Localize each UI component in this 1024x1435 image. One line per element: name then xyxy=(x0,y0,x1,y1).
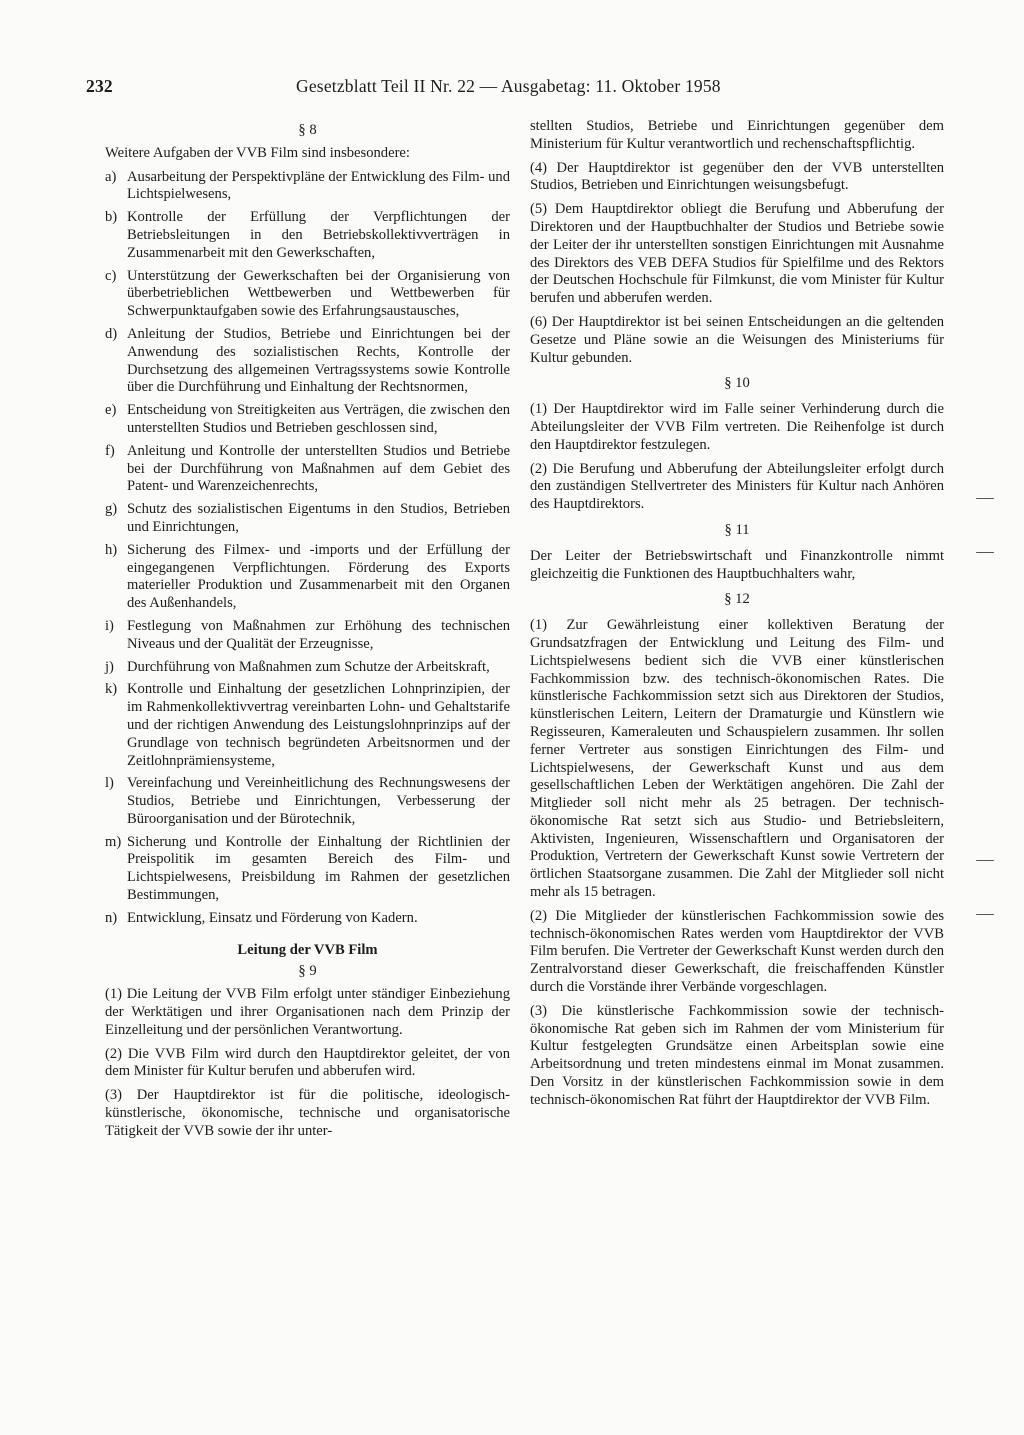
list-item xyxy=(105,443,510,496)
list-item-text: Anleitung der Studios, Betriebe und Einrichtungen bei der Anwendung des sozialistischen Rechts, Kontrolle der Durchsetzung des allgemeinen Vertragssystems sowie Kontrolle über die Durchführung und Einhaltung der Rechtsnormen, xyxy=(127,325,510,396)
list-item-text: Vereinfachung und Vereinheitlichung des Rechnungswesens der Studios, Betriebe und Einrichtungen, Verbesserung der Büroorganisation und der Bürotechnik, xyxy=(127,775,510,827)
paragraph: (1) Zur Gewährleistung einer kollektiven Beratung der Grundsatzfragen der Entwicklung und Leitung des Film- und Lichtspielwesens bedient sich die VVB einer künstlerischen Fachkommission bzw. des technisch-ökonomischen Rates. Die künstlerische Fachkommission setzt sich aus Direktoren der Studios, künstlerischen Leitern, Leitern der Dramaturgie und Künstlern wie Regisseuren, Kameraleuten und Schauspielern zusammen. Ihr sollen ferner Vertreter aus sonstigen Einrichtungen des Film- und Lichtspielwesens, der Gewerkschaft Kunst und aus dem gesellschaftlichen Leben der Werktätigen angehören. Die Zahl der Mitglieder soll nicht mehr als 25 betragen. Der technisch-ökonomische Rat setzt sich aus Studio- und Betriebsleitern, Aktivisten, Ingenieuren, Wissenschaftlern und Organisatoren der Produktion, Vertretern der Gewerkschaft Kunst sowie Vertretern der örtlichen Staatsorgane zusammen. Die Zahl der Mitglieder soll nicht mehr als 15 betragen. xyxy=(530,617,944,901)
list-item-text: Entwicklung, Einsatz und Förderung von Kadern. xyxy=(127,909,418,926)
list-item xyxy=(105,326,510,397)
list-item-text: Kontrolle der Erfüllung der Verpflichtungen der Betriebsleitungen in den Betriebskollektivverträgen in Zusammenarbeit mit den Gewerkschaften, xyxy=(127,209,510,261)
list-item xyxy=(105,169,510,205)
list-item xyxy=(105,501,510,537)
list-marker: k) xyxy=(105,681,118,698)
margin-line-mark xyxy=(976,552,994,553)
list-item xyxy=(105,542,510,613)
running-title: Gesetzblatt Teil II Nr. 22 — Ausgabetag: 11. Oktober 1958 xyxy=(296,76,721,96)
list-marker: h) xyxy=(105,541,118,558)
list-marker: m) xyxy=(105,833,122,850)
list-item-text: Schutz des sozialistischen Eigentums in den Studios, Betrieben und Einrichtungen, xyxy=(127,501,510,535)
paragraph: (3) Der Hauptdirektor ist für die politische, ideologisch-künstlerische, ökonomische, technische und organisatorische Tätigkeit der VVB sowie der ihr unter- xyxy=(105,1087,510,1139)
list-marker: b) xyxy=(105,209,118,226)
list-item-text: Kontrolle und Einhaltung der gesetzlichen Lohnprinzipien, der im Rahmenkollektivvertrag vereinbarten Lohn- und Gehaltstarife und der richtigen Anwendung des Leistungslohnprinzips auf der Grundlage von technisch begründeten Arbeitsnormen und der Zeitlohnprämiensysteme, xyxy=(127,681,510,769)
list-marker: e) xyxy=(105,402,117,419)
paragraph: (3) Die künstlerische Fachkommission sowie der technisch-ökonomische Rat geben sich im Rahmen der vom Ministerium für Kultur festgelegten Grundsätze einen Arbeitsplan sowie eine Arbeitsordnung und treten mindestens einmal im Monat zusammen. Den Vorsitz in der künstlerischen Fachkommission sowie in dem technisch-ökonomischen Rat führt der Hauptdirektor der VVB Film. xyxy=(530,1002,944,1108)
list-item-text: Sicherung des Filmex- und -imports und der Erfüllung der eingegangenen Verpflichtungen. Förderung des Exports materieller Produktion und Zusammenarbeit mit den Organen des Außenhandels, xyxy=(127,541,510,612)
paragraph-continuation: stellten Studios, Betriebe und Einrichtungen gegenüber dem Ministerium für Kultur verantwortlich und rechenschaftspflichtig. xyxy=(530,118,944,152)
list-item xyxy=(105,402,510,438)
list-marker: n) xyxy=(105,909,118,926)
paragraph-intro: Weitere Aufgaben der VVB Film sind insbesondere: xyxy=(105,144,410,161)
paragraph: (6) Der Hauptdirektor ist bei seinen Entscheidungen an die geltenden Gesetze und Pläne sowie an die Weisungen des Ministeriums für Kultur gebunden. xyxy=(530,313,944,366)
margin-line-mark xyxy=(976,914,994,915)
paragraph: (2) Die Berufung und Abberufung der Abteilungsleiter erfolgt durch den zuständigen Stellvertreter des Ministers für Kultur nach Anhören des Hauptdirektors. xyxy=(530,460,944,513)
section-heading-10: § 10 xyxy=(724,375,750,392)
list-marker: a) xyxy=(105,168,117,185)
list-marker: i) xyxy=(105,617,114,634)
section-heading-9: § 9 xyxy=(298,963,317,980)
list-item xyxy=(105,659,510,677)
left-column xyxy=(105,118,510,1147)
section-heading-12: § 12 xyxy=(724,591,750,608)
list-item xyxy=(105,834,510,905)
list-item xyxy=(105,209,510,262)
list-marker: j) xyxy=(105,658,114,675)
paragraph: (1) Der Hauptdirektor wird im Falle seiner Verhinderung durch die Abteilungsleiter der VVB Film vertreten. Die Reihenfolge ist durch den Hauptdirektor festzulegen. xyxy=(530,401,944,453)
paragraph: (2) Die VVB Film wird durch den Hauptdirektor geleitet, der von dem Minister für Kultur berufen und abberufen wird. xyxy=(105,1045,510,1080)
paragraph: (2) Die Mitglieder der künstlerischen Fachkommission sowie des technisch-ökonomischen Rates werden vom Hauptdirektor der VVB Film berufen. Die Vertreter der Gewerkschaft Kunst werden durch den Zentralvorstand dieser Gewerkschaft, die freischaffenden Künstler durch die Vorstände ihrer Verbände vorgeschlagen. xyxy=(530,907,944,996)
list-marker: c) xyxy=(105,267,117,284)
paragraph: (5) Dem Hauptdirektor obliegt die Berufung und Abberufung der Direktoren und der Hauptbuchhalter der Studios und Betriebe sowie der Leiter der ihr unterstellten sonstigen Einrichtungen mit Ausnahme des Direktors des VEB DEFA Studios für Spielfilme und des Rektors der Deutschen Hochschule für Filmkunst, die vom Minister für Kultur berufen und abberufen werden. xyxy=(530,201,944,307)
margin-line-mark xyxy=(976,860,994,861)
list-item-text: Unterstützung der Gewerkschaften bei der Organisierung von überbetrieblichen Wettbewerben und Wettbewerben für Schwerpunktaufgaben sowie des Erfahrungsaustausches, xyxy=(127,267,510,320)
list-marker: g) xyxy=(105,501,118,518)
list-marker: l) xyxy=(105,775,114,792)
paragraph: (4) Der Hauptdirektor ist gegenüber den der VVB unterstellten Studios, Betrieben und Einrichtungen weisungsbefugt. xyxy=(530,159,944,194)
section-heading-11: § 11 xyxy=(724,521,750,538)
list-item xyxy=(105,618,510,654)
list-item-text: Entscheidung von Streitigkeiten aus Verträgen, die zwischen den unterstellten Studios und Betrieben geschlossen sind, xyxy=(127,402,510,436)
list-item-text: Anleitung und Kontrolle der unterstellten Studios und Betriebe bei der Durchführung von Maßnahmen auf dem Gebiet des Patent- und Warenzeichenrechts, xyxy=(127,442,510,495)
section-heading-8: § 8 xyxy=(298,122,317,138)
list-item-text: Ausarbeitung der Perspektivpläne der Entwicklung des Film- und Lichtspielwesens, xyxy=(127,168,511,203)
page-number: 232 xyxy=(86,76,113,96)
section-title: Leitung der VVB Film xyxy=(237,941,378,958)
list-item-text: Festlegung von Maßnahmen zur Erhöhung des technischen Niveaus und der Qualität der Erzeugnisse, xyxy=(127,617,510,652)
paragraph: Der Leiter der Betriebswirtschaft und Finanzkontrolle nimmt gleichzeitig die Funktionen des Hauptbuchhalters wahr, xyxy=(530,547,944,582)
margin-line-mark xyxy=(976,498,994,499)
list-marker: d) xyxy=(105,325,118,342)
list-item-text: Durchführung von Maßnahmen zum Schutze der Arbeitskraft, xyxy=(127,658,490,675)
list-item xyxy=(105,268,510,321)
list-item xyxy=(105,775,510,828)
page-header xyxy=(86,76,954,102)
list-item-text: Sicherung und Kontrolle der Einhaltung der Richtlinien der Preispolitik im gesamten Bereich des Film- und Lichtspielwesens, Preisbildung im Rahmen der gesetzlichen Bestimmungen, xyxy=(127,833,510,904)
right-column xyxy=(530,118,944,1116)
list-item xyxy=(105,681,510,770)
paragraph: (1) Die Leitung der VVB Film erfolgt unter ständiger Einbeziehung der Werktätigen und ihrer Organisationen nach dem Prinzip der Einzelleitung und der persönlichen Verantwortung. xyxy=(105,986,510,1038)
list-marker: f) xyxy=(105,442,115,459)
task-list xyxy=(105,169,510,928)
list-item xyxy=(105,910,510,928)
